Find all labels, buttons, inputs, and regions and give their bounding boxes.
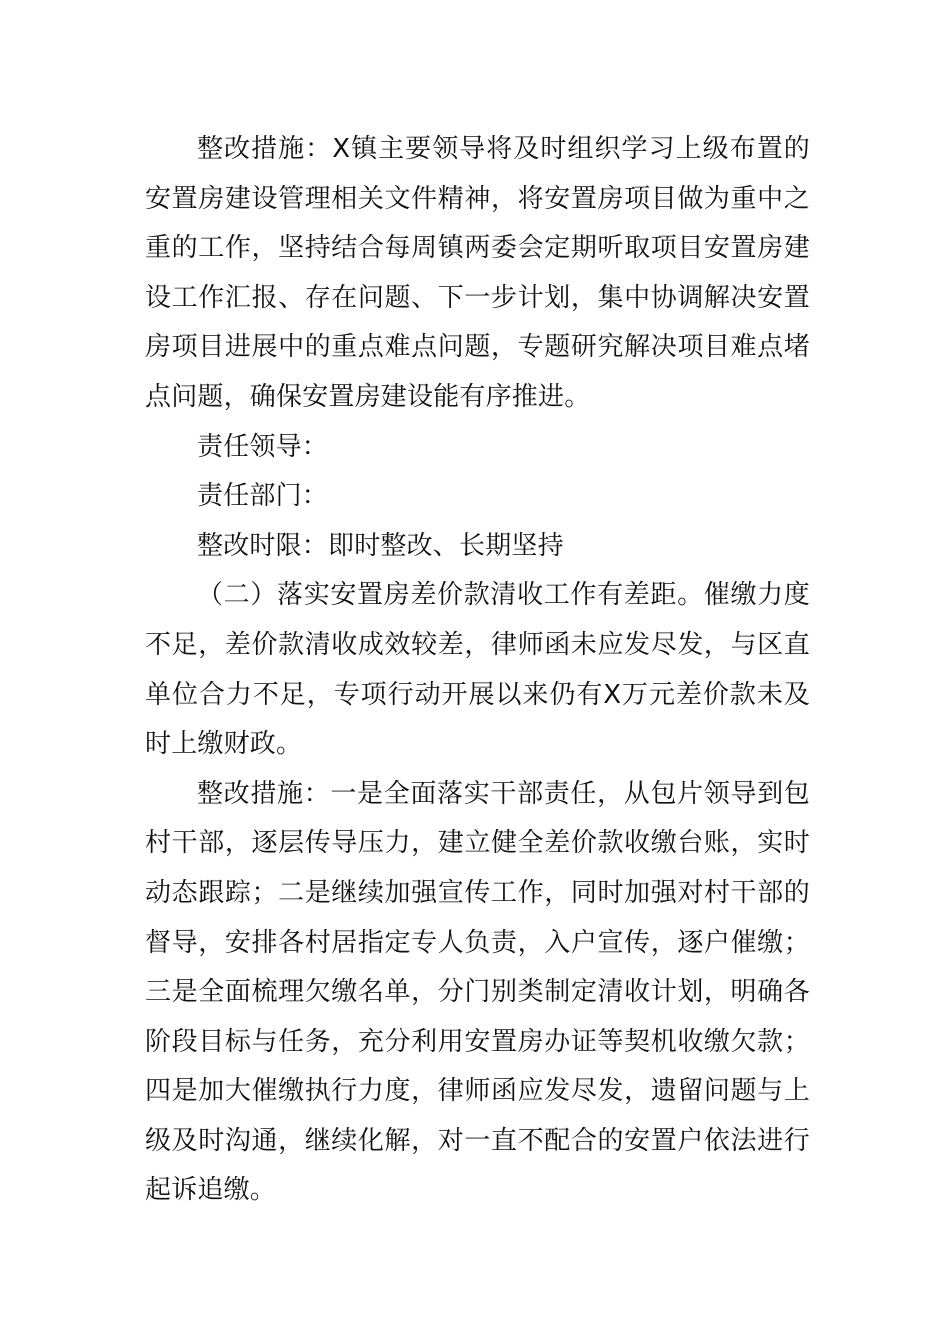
rectification-measures-paragraph-1: 整改措施：X镇主要领导将及时组织学习上级布置的安置房建设管理相关文件精神，将安置房项目做为重中之重的工作，坚持结合每周镇两委会定期听取项目安置房建设工作汇报、存在问题、下一步计划，集中协调解决安置房项目进展中的重点难点问题，专题研究解决项目难点堵点问题，确保安置房建设能有序推进。 bbox=[145, 134, 810, 412]
issue-two-paragraph: （二）落实安置房差价款清收工作有差距。催缴力度不足，差价款清收成效较差，律师函未应发尽发，与区直单位合力不足，专项行动开展以来仍有X万元差价款未及时上缴财政。 bbox=[145, 580, 810, 760]
responsible-department-line: 责任部门： bbox=[197, 481, 329, 512]
rectification-deadline-line: 整改时限：即时整改、长期坚持 bbox=[197, 530, 564, 561]
document-body bbox=[145, 125, 810, 1216]
responsible-leader-line: 责任领导： bbox=[197, 431, 329, 462]
rectification-measures-paragraph-2: 整改措施：一是全面落实干部责任，从包片领导到包村干部，逐层传导压力，建立健全差价款收缴台账，实时动态跟踪；二是继续加强宣传工作，同时加强对村干部的督导，安排各村居指定专人负责，入户宣传，逐户催缴；三是全面梳理欠缴名单，分门别类制定清收计划，明确各阶段目标与任务，充分利用安置房办证等契机收缴欠款；四是加大催缴执行力度，律师函应发尽发，遗留问题与上级及时沟通，继续化解，对一直不配合的安置户依法进行起诉追缴。 bbox=[145, 778, 810, 1206]
